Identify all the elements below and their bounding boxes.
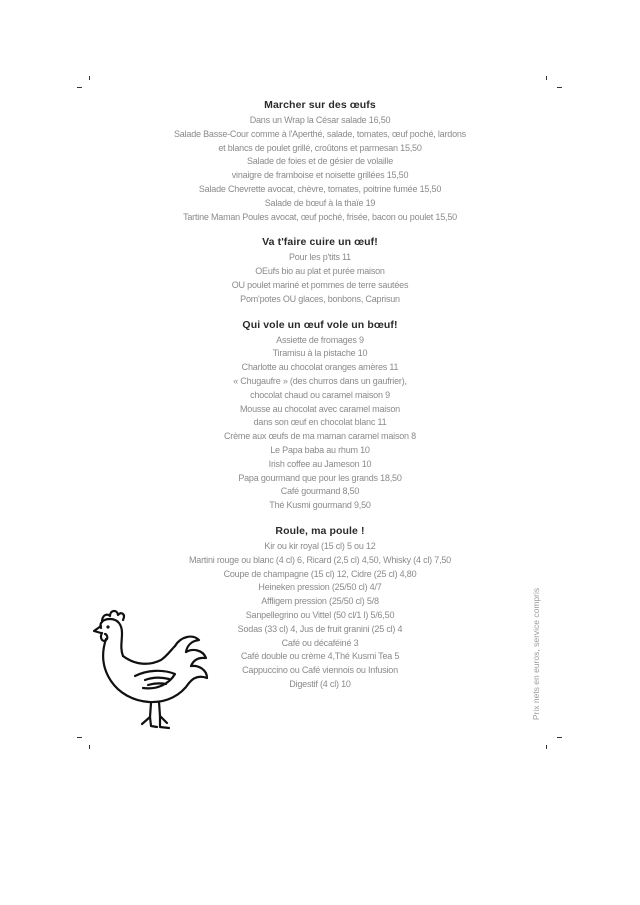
- menu-section: [170, 525, 470, 692]
- menu-item: Salade Basse-Cour comme à l'Aperthé, salade, tomates, œuf poché, lardons: [174, 128, 466, 139]
- menu-item: OU poulet mariné et pommes de terre sautées: [231, 279, 409, 290]
- menu-item: Affligem pression (25/50 cl) 5/8: [261, 596, 379, 607]
- menu-content: [170, 99, 470, 704]
- menu-item: « Chugaufre » (des churros dans un gaufrier),: [233, 375, 407, 386]
- crop-mark: [546, 745, 547, 749]
- section-title: Va t'faire cuire un œuf!: [262, 236, 378, 249]
- menu-item: Martini rouge ou blanc (4 cl) 6, Ricard (2,5 cl) 4,50, Whisky (4 cl) 7,50: [188, 554, 451, 565]
- crop-mark: [77, 87, 82, 88]
- menu-item: Pom'potes OU glaces, bonbons, Caprisun: [240, 293, 400, 304]
- menu-item: Cappuccino ou Café viennois ou Infusion: [242, 665, 398, 676]
- crop-mark: [89, 76, 90, 80]
- menu-item: Assiette de fromages 9: [276, 334, 364, 345]
- menu-item: dans son œuf en chocolat blanc 11: [253, 417, 387, 428]
- menu-item: Digestif (4 cl) 10: [289, 678, 351, 689]
- menu-item: Coupe de champagne (15 cl) 12, Cidre (25 cl) 4,80: [223, 568, 417, 579]
- menu-item: Café gourmand 8,50: [280, 486, 360, 497]
- menu-item: Tartine Maman Poules avocat, œuf poché, frisée, bacon ou poulet 15,50: [183, 211, 457, 222]
- menu-item: Kir ou kir royal (15 cl) 5 ou 12: [264, 540, 376, 551]
- menu-item: Mousse au chocolat avec caramel maison: [240, 403, 400, 414]
- menu-item: Papa gourmand que pour les grands 18,50: [238, 472, 402, 483]
- menu-item: Le Papa baba au rhum 10: [270, 444, 370, 455]
- menu-section: [170, 236, 470, 306]
- section-title: Qui vole un œuf vole un bœuf!: [242, 318, 398, 331]
- section-title: Roule, ma poule !: [275, 524, 365, 537]
- menu-item: Heineken pression (25/50 cl) 4/7: [258, 582, 382, 593]
- menu-item: Café double ou crème 4,Thé Kusmi Tea 5: [240, 651, 400, 662]
- menu-item: Café ou décaféiné 3: [281, 637, 359, 648]
- menu-item: et blancs de poulet grillé, croûtons et parmesan 15,50: [218, 142, 422, 153]
- menu-item: chocolat chaud ou caramel maison 9: [250, 389, 390, 400]
- menu-item: Sodas (33 cl) 4, Jus de fruit granini (25 cl) 4: [237, 623, 403, 634]
- menu-item: Tiramisu à la pistache 10: [272, 348, 368, 359]
- crop-mark: [77, 737, 82, 738]
- menu-item: OEufs bio au plat et purée maison: [255, 266, 385, 277]
- menu-item: Salade de bœuf à la thaïe 19: [264, 197, 376, 208]
- crop-mark: [557, 737, 562, 738]
- menu-item: Thé Kusmi gourmand 9,50: [269, 500, 371, 511]
- menu-item: Salade de foies et de gésier de volaille: [246, 156, 394, 167]
- menu-section: [170, 99, 470, 224]
- crop-mark: [89, 745, 90, 749]
- menu-item: Sanpellegrino ou Vittel (50 cl/1 l) 5/6,50: [245, 609, 395, 620]
- menu-item: Irish coffee au Jameson 10: [268, 458, 372, 469]
- menu-item: Charlotte au chocolat oranges amères 11: [241, 362, 399, 373]
- price-note: Prix nets en euros, service compris: [531, 587, 541, 721]
- menu-item: Crème aux œufs de ma maman caramel maison 8: [224, 431, 416, 442]
- crop-mark: [546, 76, 547, 80]
- menu-item: Salade Chevrette avocat, chèvre, tomates, poitrine fumée 15,50: [198, 183, 442, 194]
- menu-item: Dans un Wrap la César salade 16,50: [249, 115, 391, 125]
- hen-icon: [93, 606, 213, 734]
- menu-item: Pour les p'tits 11: [289, 252, 351, 263]
- section-title: Marcher sur des œufs: [264, 99, 376, 111]
- menu-item: vinaigre de framboise et noisette grillées 15,50: [231, 170, 409, 181]
- crop-mark: [557, 87, 562, 88]
- menu-section: [170, 319, 470, 513]
